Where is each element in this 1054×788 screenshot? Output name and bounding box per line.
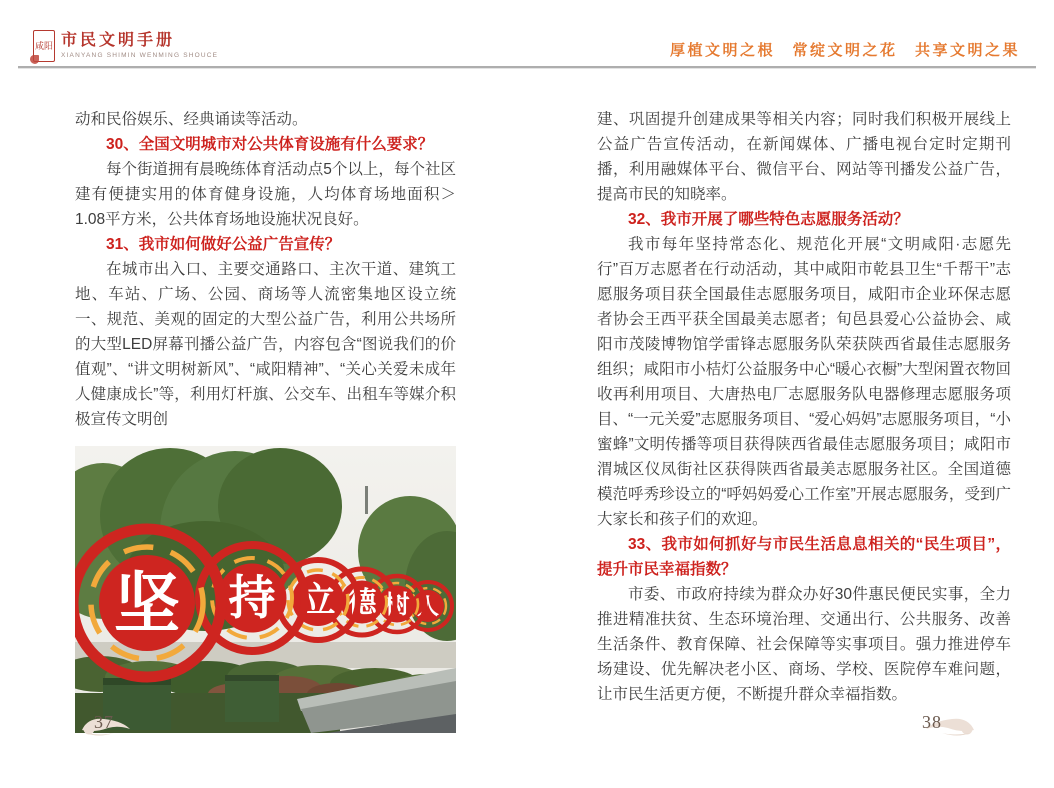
sign-char-chi: 持	[228, 571, 276, 624]
page-37-column	[75, 107, 456, 733]
seal-text: 咸阳	[35, 41, 54, 51]
page-number-38	[906, 712, 976, 740]
sign-char-li: 立	[300, 581, 336, 620]
folio-number: 38	[922, 712, 942, 732]
sign-char-shu: 树	[384, 591, 410, 619]
page-number-37	[80, 712, 150, 740]
handbook-title: 市民文明手册	[61, 32, 176, 49]
folio-number: 37	[94, 712, 114, 732]
answer-paragraph-32: 我市每年坚持常态化、规范化开展“文明咸阳·志愿先行”百万志愿者在行动活动，其中咸阳市乾县卫生“千帮干”志愿服务项目获全国最佳志愿服务项目，咸阳市企业环保志愿者协会王西平获全国最美志愿者；旬邑县爱心公益协会、咸阳市茂陵博物馆学雷锋志愿服务队荣获陕西省最佳志愿服务组织；咸阳市小桔灯公益服务中心“暖心衣橱”大型闲置衣物回收再利用项目、大唐热电厂志愿服务队电器修理志愿服务项目、“一元关爱”志愿服务项目、“爱心妈妈”志愿服务项目，“小蜜蜂”文明传播等项目获得陕西省最佳志愿服务项目；咸阳市渭城区仪凤街社区获得陕西省最美志愿服务社区。全国道德模范呼秀珍设立的“呼妈妈爱心工作室”开展志愿服务，受到广大家长和孩子们的欢迎。	[597, 236, 1011, 528]
publisher-seal-icon	[33, 30, 55, 62]
page-header	[33, 22, 1020, 64]
page-38-column	[597, 107, 1011, 707]
handbook-title-pinyin: XIANYANG SHIMIN WENMING SHOUCE	[61, 52, 219, 59]
question-heading-33: 33、我市如何抓好与市民生活息息相关的“民生项目”，提升市民幸福指数？	[597, 536, 1011, 578]
publisher-brand	[33, 30, 218, 62]
answer-paragraph-33: 市委、市政府持续为群众办好30件惠民便民实事，全力推进精准扶贫、生态环境治理、交通出行、公共服务、改善生活条件、教育保障、社会保障等实事项目。强力推进停车场建设、优先解决老小区、商场、学校、医院停车难问题，让市民生活更方便，不断提升群众幸福指数。	[597, 586, 1011, 703]
photo-illustration	[75, 446, 456, 733]
paragraph-continued: 建、巩固提升创建成果等相关内容；同时我们积极开展线上公益广告宣传活动，在新闻媒体、广播电视台定时定期刊播，利用融媒体平台、微信平台、网站等刊播发公益广告，提高市民的知晓率。	[597, 111, 1011, 203]
brand-text	[61, 32, 218, 60]
header-slogan: 厚植文明之根 常绽文明之花 共享文明之果	[669, 41, 1020, 59]
question-heading-30: 30、全国文明城市对公共体育设施有什么要求？	[106, 136, 434, 153]
photo-jianchilideshuren-signs	[75, 446, 456, 733]
answer-paragraph-31: 在城市出入口、主要交通路口、主次干道、建筑工地、车站、广场、公园、商场等人流密集地区设立统一、规范、美观的固定的大型公益广告，利用公共场所的大型LED屏幕刊播公益广告，内容包含“图说我们的价值观”、“讲文明树新风”、“咸阳精神”、“关心关爱未成年人健康成长”等，利用灯杆旗、公交车、出租车等媒介积极宣传文明创	[75, 261, 456, 428]
paragraph-continued: 动和民俗娱乐、经典诵读等活动。	[75, 111, 308, 128]
sign-char-jian: 坚	[114, 566, 180, 640]
sign-char-ren: 人	[416, 594, 440, 619]
question-heading-32: 32、我市开展了哪些特色志愿服务活动？	[628, 211, 909, 228]
sign-char-de: 德	[347, 587, 377, 619]
header-divider	[18, 66, 1036, 69]
question-heading-31: 31、我市如何做好公益广告宣传？	[106, 236, 341, 253]
answer-paragraph-30: 每个街道拥有晨晚练体育活动点5个以上，每个社区建有便捷实用的体育健身设施，人均体育场地面积＞1.08平方米，公共体育场地设施状况良好。	[75, 161, 456, 228]
